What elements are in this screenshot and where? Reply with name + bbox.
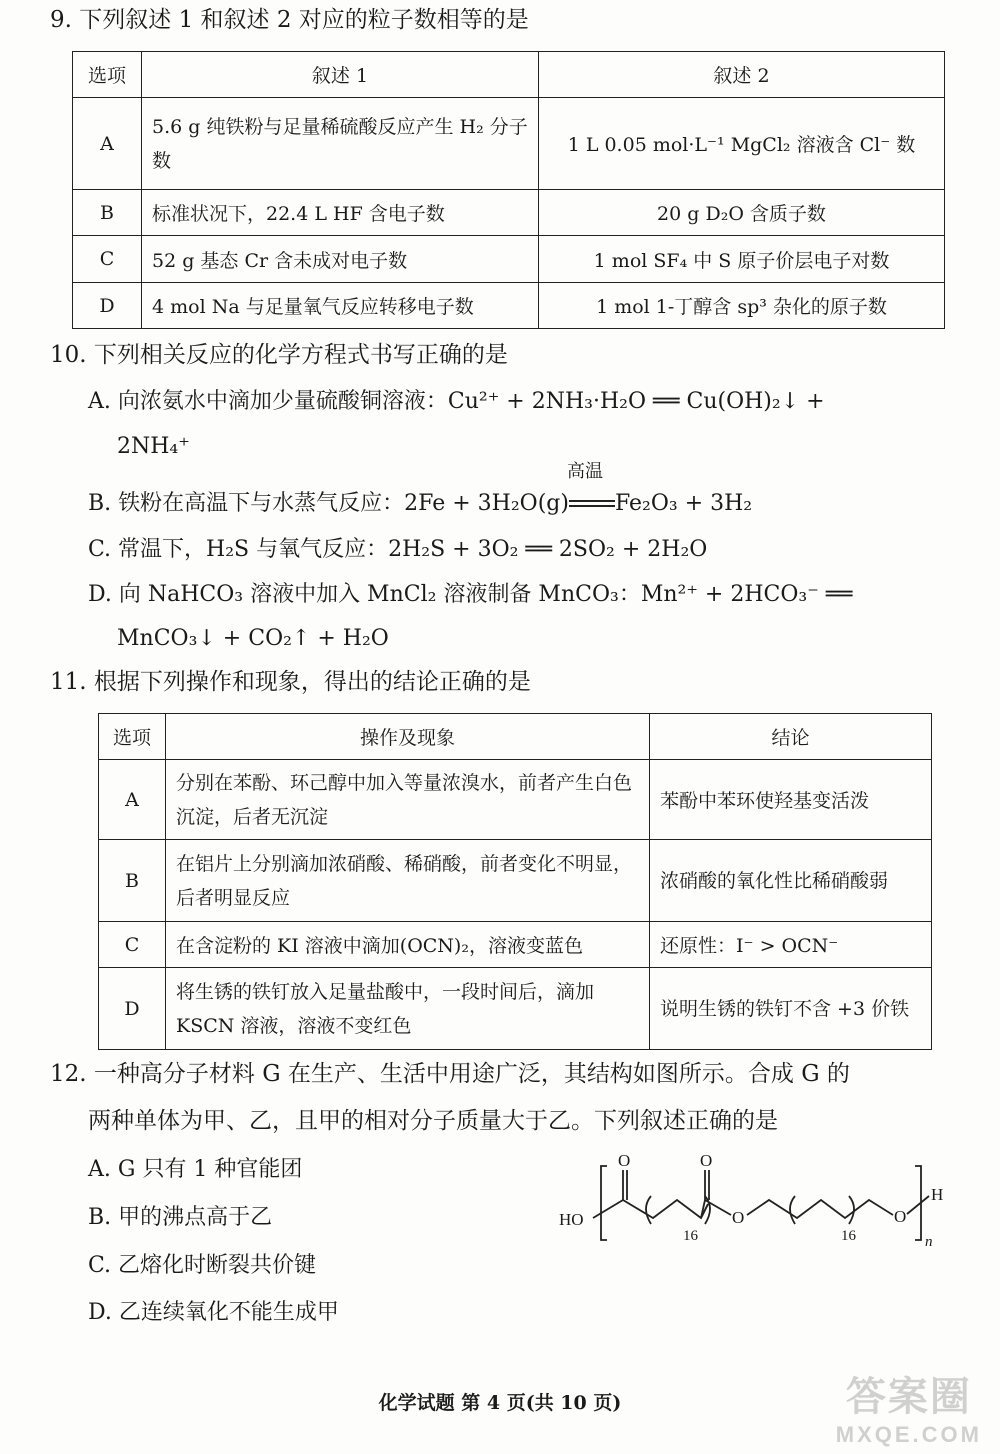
q11-header-option: 选项 bbox=[99, 714, 166, 760]
q12-option-b: B. 甲的沸点高于乙 bbox=[88, 1205, 273, 1230]
q9-row-d-s1: 4 mol Na 与足量氧气反应转移电子数 bbox=[142, 283, 539, 329]
q9-stem: 9. 下列叙述 1 和叙述 2 对应的粒子数相等的是 bbox=[50, 7, 529, 33]
q9-header-s1: 叙述 1 bbox=[142, 52, 539, 98]
q10-option-b-left: B. 铁粉在高温下与水蒸气反应：2Fe + 3H₂O(g) bbox=[88, 491, 569, 516]
reaction-condition-arrow bbox=[566, 461, 615, 515]
q9-header-option: 选项 bbox=[73, 52, 142, 98]
structure-h-label: H bbox=[931, 1185, 944, 1204]
q12-option-c: C. 乙熔化时断裂共价键 bbox=[88, 1253, 317, 1278]
watermark-top-text: 答案圈 bbox=[845, 1375, 972, 1419]
polymer-structure-diagram bbox=[555, 1148, 955, 1248]
q11-row-d-option: D bbox=[99, 968, 166, 1050]
structure-ether-o: O bbox=[894, 1207, 907, 1226]
table-row bbox=[73, 283, 945, 329]
q9-row-d-s2: 1 mol 1-丁醇含 sp³ 杂化的原子数 bbox=[539, 283, 945, 329]
structure-n-label: n bbox=[925, 1234, 933, 1248]
structure-ho-label: HO bbox=[559, 1210, 584, 1229]
q11-stem: 11. 根据下列操作和现象，得出的结论正确的是 bbox=[50, 669, 531, 695]
q10-option-b-condition: 高温 bbox=[566, 461, 603, 482]
q10-option-d-line2: MnCO₃↓ + CO₂↑ + H₂O bbox=[117, 626, 389, 651]
q10-option-a-line1: A. 向浓氨水中滴加少量硫酸铜溶液：Cu²⁺ + 2NH₃·H₂O ══ Cu(OH)₂↓ + bbox=[88, 389, 825, 414]
q9-header-s2: 叙述 2 bbox=[539, 52, 945, 98]
q11-row-b-conclusion: 浓硝酸的氧化性比稀硝酸弱 bbox=[650, 840, 932, 922]
q11-header-conclusion: 结论 bbox=[650, 714, 932, 760]
q12-stem-line2: 两种单体为甲、乙，且甲的相对分子质量大于乙。下列叙述正确的是 bbox=[88, 1108, 778, 1134]
q11-row-a-option: A bbox=[99, 760, 166, 840]
q11-row-b-option: B bbox=[99, 840, 166, 922]
structure-subscript-16a: 16 bbox=[683, 1228, 698, 1244]
q10-option-a-line2: 2NH₄⁺ bbox=[117, 434, 190, 459]
q9-row-a-option: A bbox=[73, 98, 142, 190]
q9-row-b-s2: 20 g D₂O 含质子数 bbox=[539, 190, 945, 236]
q9-table bbox=[72, 51, 945, 329]
q9-row-a-s1: 5.6 g 纯铁粉与足量稀硫酸反应产生 H₂ 分子数 bbox=[142, 98, 539, 190]
q9-row-d-option: D bbox=[73, 283, 142, 329]
table-row bbox=[99, 760, 932, 840]
structure-subscript-16b: 16 bbox=[841, 1228, 856, 1244]
watermark-bottom-text: MXQE.COM bbox=[835, 1422, 982, 1447]
structure-carbonyl-o1: O bbox=[618, 1151, 631, 1170]
q12-option-a: A. G 只有 1 种官能团 bbox=[88, 1157, 303, 1182]
structure-carbonyl-o2: O bbox=[700, 1151, 713, 1170]
q11-row-d-operation: 将生锈的铁钉放入足量盐酸中，一段时间后，滴加 KSCN 溶液，溶液不变红色 bbox=[166, 968, 650, 1050]
q11-row-d-conclusion: 说明生锈的铁钉不含 +3 价铁 bbox=[650, 968, 932, 1050]
table-row bbox=[73, 98, 945, 190]
table-row bbox=[99, 968, 932, 1050]
q11-row-c-operation: 在含淀粉的 KI 溶液中滴加(OCN)₂，溶液变蓝色 bbox=[166, 922, 650, 968]
q11-row-b-operation: 在铝片上分别滴加浓硝酸、稀硝酸，前者变化不明显，后者明显反应 bbox=[166, 840, 650, 922]
table-row bbox=[99, 840, 932, 922]
watermark-logo bbox=[836, 1365, 982, 1448]
q10-option-d-line1: D. 向 NaHCO₃ 溶液中加入 MnCl₂ 溶液制备 MnCO₃：Mn²⁺ + 2HCO₃⁻ ══ bbox=[88, 582, 853, 607]
q9-row-c-s1: 52 g 基态 Cr 含未成对电子数 bbox=[142, 236, 539, 283]
structure-ester-o: O bbox=[732, 1208, 745, 1227]
q9-row-c-option: C bbox=[73, 236, 142, 283]
q11-header-operation: 操作及现象 bbox=[166, 714, 650, 760]
q11-table bbox=[98, 713, 932, 1050]
table-row bbox=[73, 190, 945, 236]
q10-option-b-right: Fe₂O₃ + 3H₂ bbox=[614, 491, 753, 516]
q11-row-a-conclusion: 苯酚中苯环使羟基变活泼 bbox=[650, 760, 932, 840]
table-row bbox=[99, 922, 932, 968]
q12-stem-line1: 12. 一种高分子材料 G 在生产、生活中用途广泛，其结构如图所示。合成 G 的 bbox=[50, 1061, 850, 1087]
page-footer: 化学试题 第 4 页(共 10 页) bbox=[378, 1392, 622, 1414]
q10-option-c: C. 常温下，H₂S 与氧气反应：2H₂S + 3O₂ ══ 2SO₂ + 2H₂O bbox=[88, 537, 708, 562]
q11-row-c-conclusion: 还原性：I⁻ > OCN⁻ bbox=[650, 922, 932, 968]
q9-row-b-s1: 标准状况下，22.4 L HF 含电子数 bbox=[142, 190, 539, 236]
q9-row-b-option: B bbox=[73, 190, 142, 236]
q10-option-b bbox=[88, 461, 753, 516]
q10-stem: 10. 下列相关反应的化学方程式书写正确的是 bbox=[50, 342, 508, 368]
table-row bbox=[73, 236, 945, 283]
q11-row-a-operation: 分别在苯酚、环己醇中加入等量浓溴水，前者产生白色沉淀，后者无沉淀 bbox=[166, 760, 650, 840]
q9-row-c-s2: 1 mol SF₄ 中 S 原子价层电子对数 bbox=[539, 236, 945, 283]
q11-row-c-option: C bbox=[99, 922, 166, 968]
q12-option-d: D. 乙连续氧化不能生成甲 bbox=[88, 1300, 339, 1325]
q9-row-a-s2: 1 L 0.05 mol·L⁻¹ MgCl₂ 溶液含 Cl⁻ 数 bbox=[539, 98, 945, 190]
